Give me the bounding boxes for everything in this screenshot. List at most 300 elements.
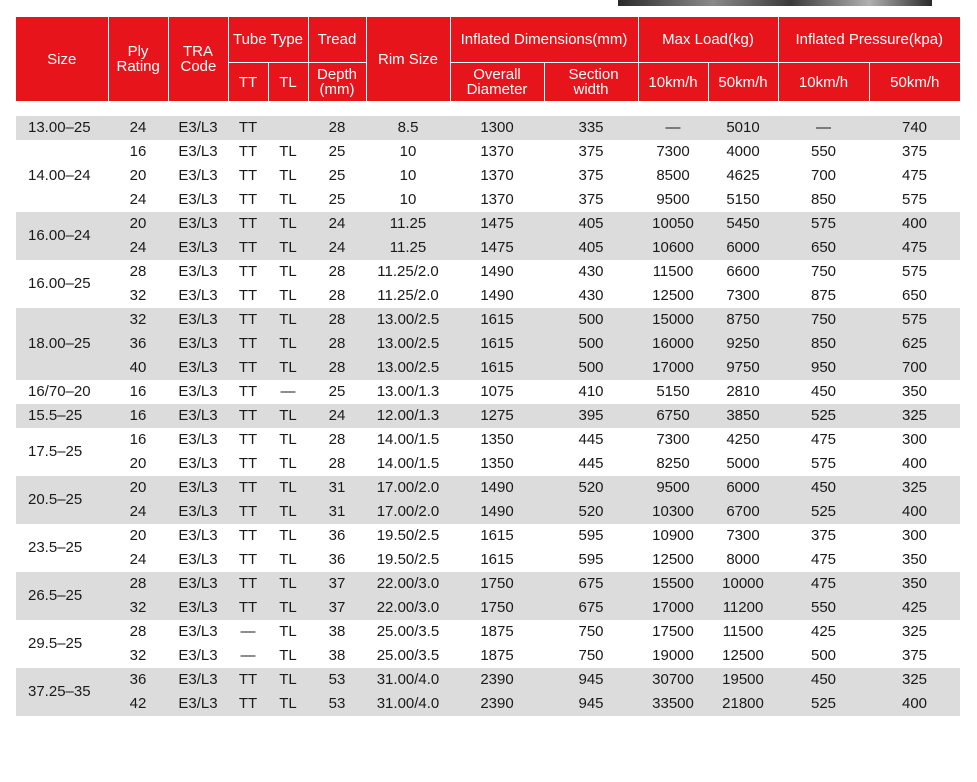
table-cell: E3/L3: [168, 548, 228, 572]
table-row: [16, 500, 960, 524]
table-cell: TL: [268, 572, 308, 596]
table-cell: 16: [108, 140, 168, 164]
table-cell: 1300: [450, 116, 544, 140]
header-inflated-dimensions: Inflated Dimensions(mm): [450, 17, 638, 63]
table-cell: 550: [778, 140, 869, 164]
table-cell: TT: [228, 668, 268, 692]
table-cell: 375: [544, 164, 638, 188]
table-cell: 400: [869, 692, 960, 716]
table-cell: TL: [268, 356, 308, 380]
table-cell: 500: [778, 644, 869, 668]
size-cell: 23.5–25: [16, 524, 108, 572]
table-row: [16, 548, 960, 572]
header-load-10kmh: 10km/h: [638, 63, 708, 102]
table-row: [16, 524, 960, 548]
table-cell: 7300: [638, 428, 708, 452]
table-cell: TT: [228, 236, 268, 260]
table-cell: 20: [108, 164, 168, 188]
table-cell: 1350: [450, 452, 544, 476]
table-cell: 12.00/1.3: [366, 404, 450, 428]
table-cell: 17500: [638, 620, 708, 644]
table-cell: 13.00/1.3: [366, 380, 450, 404]
table-cell: TL: [268, 332, 308, 356]
size-cell: 16.00–25: [16, 260, 108, 308]
table-cell: 1370: [450, 164, 544, 188]
table-row: [16, 404, 960, 428]
table-cell: 425: [778, 620, 869, 644]
table-cell: TT: [228, 332, 268, 356]
table-cell: 525: [778, 692, 869, 716]
table-cell: 24: [108, 548, 168, 572]
table-cell: TL: [268, 236, 308, 260]
table-cell: 32: [108, 308, 168, 332]
table-cell: 400: [869, 212, 960, 236]
table-cell: 32: [108, 596, 168, 620]
table-cell: 750: [778, 308, 869, 332]
table-cell: TT: [228, 596, 268, 620]
table-cell: 700: [869, 356, 960, 380]
table-cell: 13.00/2.5: [366, 308, 450, 332]
table-cell: 325: [869, 668, 960, 692]
table-cell: 1615: [450, 548, 544, 572]
table-cell: 450: [778, 668, 869, 692]
table-cell: 400: [869, 500, 960, 524]
table-cell: 9500: [638, 188, 708, 212]
table-cell: 24: [108, 116, 168, 140]
table-cell: 28: [108, 620, 168, 644]
table-cell: 40: [108, 356, 168, 380]
table-cell: 335: [544, 116, 638, 140]
table-cell: 30700: [638, 668, 708, 692]
table-cell: 2390: [450, 668, 544, 692]
table-cell: 2390: [450, 692, 544, 716]
table-cell: 9750: [708, 356, 778, 380]
table-row: [16, 140, 960, 164]
table-cell: TL: [268, 188, 308, 212]
table-cell: 33500: [638, 692, 708, 716]
table-cell: 1370: [450, 140, 544, 164]
table-cell: 325: [869, 404, 960, 428]
table-row: [16, 452, 960, 476]
table-cell: E3/L3: [168, 140, 228, 164]
table-cell: 17.00/2.0: [366, 476, 450, 500]
table-cell: 20: [108, 452, 168, 476]
table-cell: 12500: [708, 644, 778, 668]
table-cell: E3/L3: [168, 524, 228, 548]
table-cell: TT: [228, 140, 268, 164]
table-cell: E3/L3: [168, 428, 228, 452]
table-row: [16, 644, 960, 668]
table-cell: 36: [308, 524, 366, 548]
table-cell: TT: [228, 692, 268, 716]
table-cell: 5000: [708, 452, 778, 476]
table-cell: E3/L3: [168, 284, 228, 308]
table-cell: 22.00/3.0: [366, 596, 450, 620]
table-cell: 7300: [708, 524, 778, 548]
table-cell: 4250: [708, 428, 778, 452]
table-cell: 1615: [450, 308, 544, 332]
table-cell: 650: [869, 284, 960, 308]
table-cell: 950: [778, 356, 869, 380]
table-cell: 750: [544, 644, 638, 668]
table-body: [16, 102, 960, 717]
table-cell: 1490: [450, 284, 544, 308]
table-cell: 525: [778, 500, 869, 524]
table-cell: TL: [268, 164, 308, 188]
table-cell: 4000: [708, 140, 778, 164]
header-gap: [16, 102, 960, 117]
table-cell: E3/L3: [168, 260, 228, 284]
table-row: [16, 356, 960, 380]
table-cell: 37: [308, 596, 366, 620]
header-pressure-50kmh: 50km/h: [869, 63, 960, 102]
size-cell: 37.25–35: [16, 668, 108, 716]
table-cell: 6000: [708, 476, 778, 500]
table-cell: 350: [869, 380, 960, 404]
table-cell: 9250: [708, 332, 778, 356]
table-cell: 375: [544, 140, 638, 164]
table-cell: TT: [228, 452, 268, 476]
table-cell: 28: [308, 356, 366, 380]
table-cell: 5450: [708, 212, 778, 236]
table-cell: 10: [366, 164, 450, 188]
table-cell: [268, 116, 308, 140]
table-cell: 6750: [638, 404, 708, 428]
table-cell: 5150: [638, 380, 708, 404]
table-cell: 750: [778, 260, 869, 284]
size-cell: 13.00–25: [16, 116, 108, 140]
table-cell: 24: [308, 212, 366, 236]
header-ply-rating: Ply Rating: [108, 17, 168, 102]
table-cell: 20: [108, 476, 168, 500]
table-cell: 430: [544, 284, 638, 308]
table-cell: TT: [228, 572, 268, 596]
header-tl: TL: [268, 63, 308, 102]
table-cell: 11.25: [366, 236, 450, 260]
table-cell: 405: [544, 212, 638, 236]
table-cell: E3/L3: [168, 476, 228, 500]
table-cell: 28: [308, 308, 366, 332]
table-cell: 14.00/1.5: [366, 428, 450, 452]
table-cell: 37: [308, 572, 366, 596]
table-cell: E3/L3: [168, 404, 228, 428]
table-cell: 875: [778, 284, 869, 308]
table-cell: TT: [228, 476, 268, 500]
table-cell: E3/L3: [168, 572, 228, 596]
header-depth: Depth (mm): [308, 63, 366, 102]
table-cell: TL: [268, 476, 308, 500]
table-cell: TL: [268, 212, 308, 236]
table-cell: 700: [778, 164, 869, 188]
table-cell: 1615: [450, 524, 544, 548]
table-cell: TL: [268, 596, 308, 620]
table-cell: 31.00/4.0: [366, 692, 450, 716]
table-cell: TL: [268, 260, 308, 284]
header-pressure-10kmh: 10km/h: [778, 63, 869, 102]
table-cell: 31: [308, 476, 366, 500]
table-cell: 475: [778, 428, 869, 452]
header-load-50kmh: 50km/h: [708, 63, 778, 102]
table-cell: 375: [869, 644, 960, 668]
header-tt: TT: [228, 63, 268, 102]
table-cell: 1750: [450, 596, 544, 620]
table-cell: 375: [778, 524, 869, 548]
table-row: [16, 308, 960, 332]
table-row: [16, 428, 960, 452]
table-cell: 430: [544, 260, 638, 284]
header-max-load: Max Load(kg): [638, 17, 778, 63]
table-cell: 350: [869, 548, 960, 572]
table-cell: 1490: [450, 476, 544, 500]
size-cell: 29.5–25: [16, 620, 108, 668]
table-cell: TT: [228, 380, 268, 404]
table-cell: 11500: [638, 260, 708, 284]
table-cell: 31.00/4.0: [366, 668, 450, 692]
table-cell: 9500: [638, 476, 708, 500]
table-cell: —: [778, 116, 869, 140]
table-cell: E3/L3: [168, 620, 228, 644]
header-section-width: Section width: [544, 63, 638, 102]
table-cell: 525: [778, 404, 869, 428]
table-cell: 740: [869, 116, 960, 140]
size-cell: 16/70–20: [16, 380, 108, 404]
table-cell: 6000: [708, 236, 778, 260]
table-cell: 410: [544, 380, 638, 404]
table-cell: TT: [228, 212, 268, 236]
size-cell: 17.5–25: [16, 428, 108, 476]
table-cell: TL: [268, 548, 308, 572]
table-cell: 17.00/2.0: [366, 500, 450, 524]
table-cell: 28: [308, 116, 366, 140]
table-row: [16, 572, 960, 596]
table-row: [16, 380, 960, 404]
table-cell: 22.00/3.0: [366, 572, 450, 596]
table-cell: 10050: [638, 212, 708, 236]
table-cell: 500: [544, 308, 638, 332]
size-cell: 14.00–24: [16, 140, 108, 212]
table-cell: TL: [268, 404, 308, 428]
table-cell: 12500: [638, 548, 708, 572]
table-cell: 8000: [708, 548, 778, 572]
table-cell: 425: [869, 596, 960, 620]
table-cell: 32: [108, 284, 168, 308]
table-cell: 31: [308, 500, 366, 524]
table-cell: 325: [869, 476, 960, 500]
table-row: [16, 116, 960, 140]
table-cell: 16: [108, 428, 168, 452]
size-cell: 20.5–25: [16, 476, 108, 524]
table-cell: 575: [869, 308, 960, 332]
table-cell: 1350: [450, 428, 544, 452]
table-cell: —: [638, 116, 708, 140]
table-cell: 350: [869, 572, 960, 596]
table-cell: E3/L3: [168, 308, 228, 332]
table-cell: 595: [544, 548, 638, 572]
header-tube-type: Tube Type: [228, 17, 308, 63]
table-cell: 28: [308, 284, 366, 308]
size-cell: 16.00–24: [16, 212, 108, 260]
header-rim-size: Rim Size: [366, 17, 450, 102]
table-cell: 15500: [638, 572, 708, 596]
table-row: [16, 236, 960, 260]
table-cell: 1875: [450, 644, 544, 668]
table-cell: TT: [228, 260, 268, 284]
table-cell: 17000: [638, 356, 708, 380]
table-cell: 575: [778, 452, 869, 476]
table-cell: —: [268, 380, 308, 404]
tire-spec-table: [16, 17, 960, 716]
table-cell: 405: [544, 236, 638, 260]
table-cell: 28: [308, 452, 366, 476]
table-cell: 445: [544, 428, 638, 452]
table-cell: 6600: [708, 260, 778, 284]
table-cell: 850: [778, 332, 869, 356]
table-cell: E3/L3: [168, 236, 228, 260]
table-cell: 500: [544, 356, 638, 380]
table-row: [16, 668, 960, 692]
table-cell: E3/L3: [168, 164, 228, 188]
table-cell: TL: [268, 308, 308, 332]
table-row: [16, 260, 960, 284]
table-cell: 1490: [450, 500, 544, 524]
header-size: Size: [16, 17, 108, 102]
table-cell: TT: [228, 500, 268, 524]
table-cell: 24: [108, 236, 168, 260]
table-cell: 5010: [708, 116, 778, 140]
table-cell: 595: [544, 524, 638, 548]
table-cell: TL: [268, 620, 308, 644]
table-cell: TT: [228, 308, 268, 332]
table-cell: TT: [228, 356, 268, 380]
table-cell: 8500: [638, 164, 708, 188]
table-cell: 20: [108, 524, 168, 548]
table-cell: 28: [308, 260, 366, 284]
table-cell: E3/L3: [168, 212, 228, 236]
table-cell: E3/L3: [168, 356, 228, 380]
table-cell: 7300: [638, 140, 708, 164]
table-row: [16, 620, 960, 644]
table-cell: 945: [544, 668, 638, 692]
table-cell: 25: [308, 164, 366, 188]
table-row: [16, 596, 960, 620]
table-cell: 1075: [450, 380, 544, 404]
table-cell: 13.00/2.5: [366, 356, 450, 380]
table-cell: TL: [268, 452, 308, 476]
table-cell: 450: [778, 380, 869, 404]
table-cell: E3/L3: [168, 116, 228, 140]
size-cell: 18.00–25: [16, 308, 108, 380]
table-cell: 11.25/2.0: [366, 260, 450, 284]
table-cell: 25.00/3.5: [366, 620, 450, 644]
table-cell: TL: [268, 428, 308, 452]
size-cell: 15.5–25: [16, 404, 108, 428]
table-cell: 8.5: [366, 116, 450, 140]
table-cell: 11.25/2.0: [366, 284, 450, 308]
table-cell: 550: [778, 596, 869, 620]
header-inflated-pressure: Inflated Pressure(kpa): [778, 17, 960, 63]
table-cell: 14.00/1.5: [366, 452, 450, 476]
table-cell: 7300: [708, 284, 778, 308]
table-cell: 24: [108, 500, 168, 524]
table-cell: 36: [108, 332, 168, 356]
table-cell: 520: [544, 476, 638, 500]
table-cell: E3/L3: [168, 596, 228, 620]
table-cell: 36: [308, 548, 366, 572]
table-cell: 42: [108, 692, 168, 716]
table-cell: 20: [108, 212, 168, 236]
table-cell: TT: [228, 116, 268, 140]
table-cell: TT: [228, 188, 268, 212]
table-cell: 475: [778, 572, 869, 596]
table-cell: 475: [869, 236, 960, 260]
table-cell: 750: [544, 620, 638, 644]
table-cell: 38: [308, 620, 366, 644]
table-cell: 53: [308, 692, 366, 716]
table-cell: 16: [108, 404, 168, 428]
table-cell: 32: [108, 644, 168, 668]
table-cell: E3/L3: [168, 644, 228, 668]
table-cell: 25.00/3.5: [366, 644, 450, 668]
table-cell: 395: [544, 404, 638, 428]
table-cell: E3/L3: [168, 188, 228, 212]
table-cell: TT: [228, 164, 268, 188]
table-cell: 10900: [638, 524, 708, 548]
table-cell: 300: [869, 524, 960, 548]
table-cell: 36: [108, 668, 168, 692]
table-cell: TL: [268, 284, 308, 308]
table-cell: 1615: [450, 356, 544, 380]
table-cell: TL: [268, 692, 308, 716]
table-cell: 1475: [450, 236, 544, 260]
table-cell: 19.50/2.5: [366, 548, 450, 572]
table-cell: 650: [778, 236, 869, 260]
table-cell: 38: [308, 644, 366, 668]
table-cell: 16: [108, 380, 168, 404]
table-cell: 475: [778, 548, 869, 572]
table-cell: 24: [108, 188, 168, 212]
table-cell: 850: [778, 188, 869, 212]
table-cell: —: [228, 644, 268, 668]
table-cell: 450: [778, 476, 869, 500]
table-cell: 28: [108, 260, 168, 284]
table-cell: E3/L3: [168, 500, 228, 524]
table-cell: 3850: [708, 404, 778, 428]
table-cell: TL: [268, 500, 308, 524]
table-cell: 53: [308, 668, 366, 692]
table-cell: 19.50/2.5: [366, 524, 450, 548]
table-cell: TT: [228, 428, 268, 452]
table-cell: 10: [366, 188, 450, 212]
table-cell: 575: [869, 260, 960, 284]
table-cell: 1490: [450, 260, 544, 284]
table-cell: 19500: [708, 668, 778, 692]
table-cell: 13.00/2.5: [366, 332, 450, 356]
table-cell: E3/L3: [168, 380, 228, 404]
table-cell: 12500: [638, 284, 708, 308]
table-cell: 2810: [708, 380, 778, 404]
table-cell: 1875: [450, 620, 544, 644]
table-cell: 25: [308, 140, 366, 164]
table-cell: TT: [228, 404, 268, 428]
table-cell: 520: [544, 500, 638, 524]
table-cell: 8750: [708, 308, 778, 332]
table-cell: 1750: [450, 572, 544, 596]
table-cell: 5150: [708, 188, 778, 212]
table-cell: 400: [869, 452, 960, 476]
table-cell: TT: [228, 284, 268, 308]
table-row: [16, 476, 960, 500]
table-cell: TL: [268, 644, 308, 668]
